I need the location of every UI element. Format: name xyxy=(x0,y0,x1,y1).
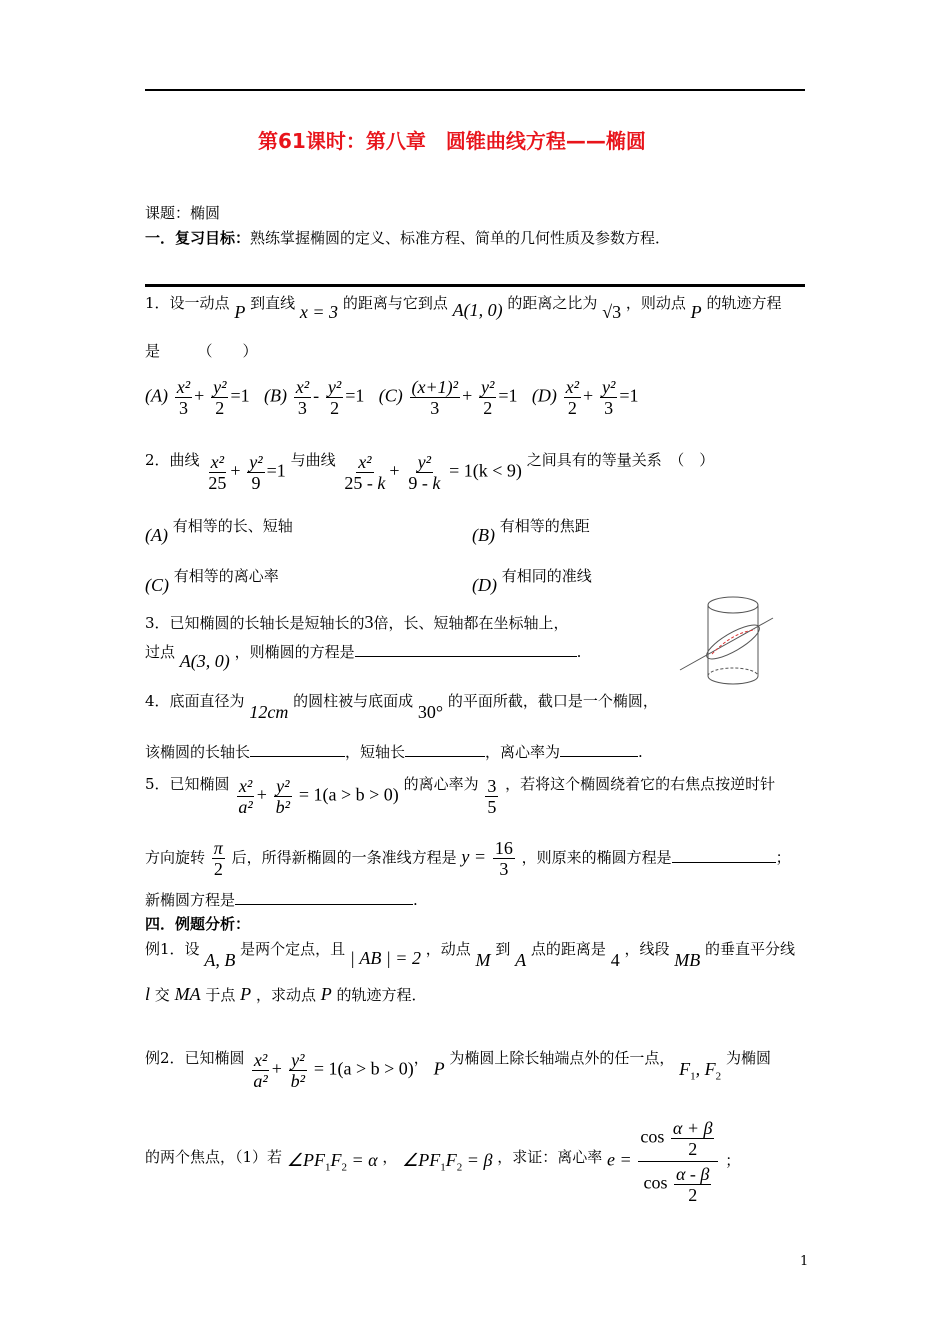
q5-text-1: 5．已知椭圆 xyxy=(145,774,230,793)
q5-condition: = 1(a > b > 0) xyxy=(298,784,399,805)
ex2-text-4: 的两个焦点，（1）若 xyxy=(145,1147,283,1166)
q3-line-2 xyxy=(145,640,582,671)
question-3 xyxy=(145,612,569,633)
ex1-text-7: 的垂直平分线 xyxy=(705,940,796,958)
q2-option-b-text: 有相等的焦距 xyxy=(499,517,590,535)
topic-line: 课题：椭圆 xyxy=(145,204,221,222)
question-5: 5．已知椭圆 $\frac{\text{x²}}{\text{a²}}$ + $\frac{\text{y²}}{\text{b²}}$ = 1(a > b > 0) 的离心率为 $\frac{3}{5}$ ，若将这个椭圆绕着它的右焦点按逆时针 xyxy=(145,774,776,817)
q5-original-eq-blank[interactable] xyxy=(672,846,776,863)
q1-option-d: (D) xyxy=(531,385,557,406)
ex1-l: l xyxy=(145,984,151,1004)
q2-option-d: (D) 有相同的准线 xyxy=(472,567,592,595)
q1-option-b: (B) xyxy=(263,385,287,406)
q4-text-5: ，短轴长 xyxy=(345,743,406,761)
q3-three: 3 xyxy=(364,612,374,632)
q4-line-2 xyxy=(145,740,643,762)
ex2-e: e = xyxy=(607,1149,632,1170)
q1-var-p-2: P xyxy=(690,302,702,322)
example-2-line-2 xyxy=(145,1118,740,1205)
ex2-text-2: 为椭圆上除长轴端点外的任一点， xyxy=(449,1048,675,1067)
ex1-p-2: P xyxy=(320,984,332,1004)
q2-option-a: (A) 有相等的长、短轴 xyxy=(145,517,293,545)
ex1-ab: A, B xyxy=(204,950,236,970)
review-goal xyxy=(145,227,670,248)
ex2-semicolon: ； xyxy=(725,1151,741,1170)
ex1-four: 4 xyxy=(610,950,620,970)
ex1-ma: MA xyxy=(174,984,201,1004)
q5-line-3 xyxy=(145,888,418,910)
question-1 xyxy=(145,292,782,322)
ex1-abs: | AB | = 2 xyxy=(349,948,421,968)
page-title: 第61课时：第八章 圆锥曲线方程——椭圆 xyxy=(258,129,646,153)
q4-text-1: 4．底面直径为 xyxy=(145,692,245,710)
review-goal-heading: 一．复习目标： xyxy=(145,229,251,247)
q5-semicolon: ； xyxy=(775,848,791,867)
example-1 xyxy=(145,938,796,970)
q5-text-3: ，若将这个椭圆绕着它的右焦点按逆时针 xyxy=(505,774,776,793)
ex1-text-11: 的轨迹方程． xyxy=(336,986,427,1004)
ex2-angle-2: $\angle PF_1F_2 = \beta$ xyxy=(402,1149,493,1174)
ex2-p: P xyxy=(433,1058,445,1079)
ex2-text-5: ，求证：离心率 xyxy=(497,1147,603,1166)
q3-text-4: ，则椭圆的方程是 xyxy=(234,643,355,661)
q5-text-6: ，则原来的椭圆方程是 xyxy=(521,848,672,867)
q2-option-d-text: 有相同的准线 xyxy=(501,567,592,585)
ex1-text-9: 于点 xyxy=(205,986,236,1004)
q2-option-a-text: 有相等的长、短轴 xyxy=(172,517,293,535)
ex1-text-4: 到 xyxy=(495,940,511,958)
q2-option-c-text: 有相等的离心率 xyxy=(173,567,279,585)
q1-text-3: 的距离之比为 xyxy=(507,294,598,312)
top-rule xyxy=(145,89,805,91)
q2-label: 2．曲线 xyxy=(145,450,200,469)
q5-text-7: 新椭圆方程是 xyxy=(145,891,236,909)
ex1-text-1: 例1．设 xyxy=(145,940,200,958)
q5-new-eq-blank[interactable] xyxy=(235,888,413,905)
q2-text-2: 之间具有的等量关系 （ ） xyxy=(526,450,715,469)
q5-end: . xyxy=(413,891,418,909)
cylinder-figure xyxy=(675,592,785,692)
question-4 xyxy=(145,690,658,722)
q4-angle: 30° xyxy=(417,702,444,722)
q5-text-5: 后，所得新椭圆的一条准线方程是 xyxy=(231,848,457,867)
q4-text-3: 的平面所截，截口是一个椭圆， xyxy=(447,692,658,710)
ex2-comma-2: ， xyxy=(382,1147,398,1166)
ex2-condition: = 1(a > b > 0) xyxy=(313,1058,414,1079)
ex2-angle-1: $\angle PF_1F_2 = \alpha$ xyxy=(286,1149,378,1174)
ex1-text-2: 是两个定点，且 xyxy=(240,940,346,958)
question-2: 2．曲线 $\frac{\text{x²}}{25}$ + $\frac{\text{y²}}{9}$ =1 与曲线 $\frac{\text{x²}}{25 - k}$ + $\frac{\text{y²}}{9 - k}$ = 1(k < 9) 之间具有的等量关系 （ ） xyxy=(145,450,715,493)
q1-point-a: A(1, 0) xyxy=(452,300,503,320)
section-rule xyxy=(145,284,805,287)
example-1-line-2 xyxy=(145,984,427,1005)
q1-text-5: 的轨迹方程 xyxy=(706,294,782,312)
example-2: 例2．已知椭圆 $\frac{\text{x²}}{\text{a²}}$ + $\frac{\text{y²}}{\text{b²}}$ = 1(a > b > 0)， P 为椭圆上除长轴端点外的任一点， $F_1$, $F_2$ 为椭圆 xyxy=(145,1048,771,1091)
q1-text-2: 的距离与它到点 xyxy=(342,294,448,312)
ex1-text-10: ，求动点 xyxy=(255,986,316,1004)
ex2-foci: $F_1$, $F_2$ xyxy=(679,1058,722,1083)
q4-eccentricity-blank[interactable] xyxy=(560,740,638,757)
q4-text-2: 的圆柱被与底面成 xyxy=(293,692,414,710)
q1-sqrt: √3 xyxy=(602,302,622,322)
q2-option-c: (C) 有相等的离心率 xyxy=(145,567,279,595)
ex1-text-8: 交 xyxy=(154,986,170,1004)
q1-text-1: 到直线 xyxy=(250,294,296,312)
q3-point: A(3, 0) xyxy=(179,651,230,671)
q3-text-3: 过点 xyxy=(145,643,176,661)
q4-major-axis-blank[interactable] xyxy=(250,740,345,757)
ex2-text-1: 例2．已知椭圆 xyxy=(145,1048,245,1067)
q3-text-2: 倍，长、短轴都在坐标轴上， xyxy=(373,614,569,632)
ex1-text-6: ，线段 xyxy=(624,940,670,958)
q1-text-4: ，则动点 xyxy=(625,294,686,312)
ex1-text-5: 点的距离是 xyxy=(530,940,606,958)
q4-minor-axis-blank[interactable] xyxy=(405,740,485,757)
q4-end: . xyxy=(638,743,643,761)
q1-option-c: (C) xyxy=(378,385,403,406)
ex2-comma: ， xyxy=(413,1048,429,1067)
q1-var-p: P xyxy=(234,302,246,322)
q1-line-2: 是 （ ） xyxy=(145,342,258,360)
ex1-a: A xyxy=(515,950,527,970)
q2-option-b: (B) 有相等的焦距 xyxy=(472,517,590,545)
q1-option-a: (A) xyxy=(145,385,168,406)
q5-line-2: 方向旋转 $\frac{\pi}{2}$ 后，所得新椭圆的一条准线方程是 y = $\frac{16}{3}$ ，则原来的椭圆方程是 ； xyxy=(145,838,791,879)
q2-text-1: 与曲线 xyxy=(290,450,336,469)
page-number: 1 xyxy=(800,1254,809,1269)
q3-text-1: 3．已知椭圆的长轴长是短轴长的 xyxy=(145,614,365,632)
q1-line-eq: x = 3 xyxy=(299,302,339,322)
review-goal-text: 熟练掌握椭圆的定义、标准方程、简单的几何性质及参数方程． xyxy=(250,229,671,247)
q1-label: 1．设一动点 xyxy=(145,294,230,312)
ex1-p: P xyxy=(240,984,252,1004)
q3-end: . xyxy=(576,643,582,661)
ex1-m: M xyxy=(475,950,491,970)
ex1-text-3: ，动点 xyxy=(425,940,471,958)
ex2-text-3: 为椭圆 xyxy=(725,1048,771,1067)
q4-text-6: ，离心率为 xyxy=(485,743,561,761)
q2-condition: = 1(k < 9) xyxy=(449,460,522,481)
q5-y-eq: y = xyxy=(461,846,487,867)
q5-text-2: 的离心率为 xyxy=(403,774,479,793)
section-4-heading: 四．例题分析： xyxy=(145,915,251,933)
q4-diameter: 12cm xyxy=(249,702,289,722)
q1-options: (A) $\frac{\text{x²}}{3}$ + $\frac{\text{y²}}{2}$ =1 (B) $\frac{\text{x²}}{3}$ - $\frac{\text{y²}}{2}$ =1 (C) $\frac{\text{(x+1)²}}{3}$ + $\frac{\text{y²}}{2}$ =1 (D) $\frac{\text{x²}}{2}$ + $\frac{\text{y²}}{3}$ =1 xyxy=(145,377,639,418)
q5-text-4: 方向旋转 xyxy=(145,848,206,867)
q3-answer-blank[interactable] xyxy=(355,640,577,657)
ex1-mb: MB xyxy=(674,950,701,970)
ex2-eccentricity-fraction: cos $\frac{\alpha + \beta}{2}$ cos $\frac{\alpha - \beta}{2}$ xyxy=(638,1118,718,1205)
q4-text-4: 该椭圆的长轴长 xyxy=(145,743,251,761)
